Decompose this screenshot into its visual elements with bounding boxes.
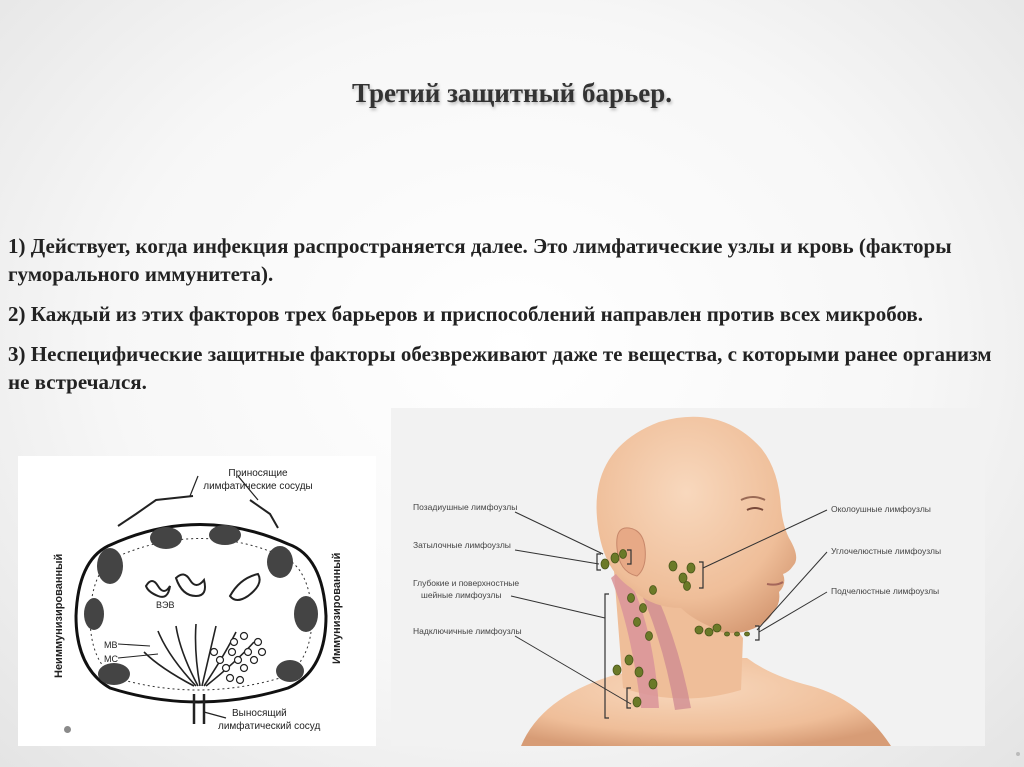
label-ms: МС — [104, 654, 118, 664]
label-submandibular: Подчелюстные лимфоузлы — [831, 586, 940, 596]
label-vev: ВЭВ — [156, 600, 175, 610]
lymph-node-svg — [18, 456, 376, 746]
label-cervical-1: Глубокие и поверхностные — [413, 578, 520, 588]
label-mv: МВ — [104, 640, 118, 650]
label-efferent-1: Выносящий — [232, 708, 287, 719]
label-immunized: Иммунизированный — [331, 552, 343, 664]
label-parotid: Околоушные лимфоузлы — [831, 504, 931, 514]
point-1: 1) Действует, когда инфекция распространяется далее. Это лимфатические узлы и кровь (факторы гуморального иммунитета). — [8, 234, 952, 286]
follicle — [97, 548, 123, 584]
label-efferent-2: лимфатический сосуд — [218, 721, 321, 732]
head-lymph-nodes-illustration — [391, 408, 985, 746]
label-postauricular: Позадиушные лимфоузлы — [413, 502, 518, 512]
follicle — [294, 596, 318, 632]
point-2: 2) Каждый из этих факторов трех барьеров и приспособлений направлен против всех микробов. — [8, 302, 924, 326]
follicle — [276, 660, 304, 682]
label-supraclavicular: Надключичные лимфоузлы — [413, 626, 522, 636]
label-non-immunized: Неиммунизированный — [53, 553, 65, 678]
label-cervical-2: шейные лимфоузлы — [421, 590, 502, 600]
label-afferent-2: лимфатические сосуды — [203, 481, 313, 492]
follicle — [98, 663, 130, 685]
points-list — [8, 232, 1008, 408]
corner-mark — [1016, 752, 1020, 756]
follicle — [209, 525, 241, 545]
point-3: 3) Неспецифические защитные факторы обезвреживают даже те вещества, с которыми ранее организм не встречался. — [8, 342, 992, 394]
head-svg — [391, 408, 985, 746]
follicle — [267, 546, 293, 578]
slide-nav-dot — [64, 726, 71, 733]
slide-title: Третий защитный барьер. — [351, 78, 673, 108]
label-afferent-1: Приносящие — [228, 468, 288, 479]
follicle — [150, 527, 182, 549]
follicle — [84, 598, 104, 630]
label-angular: Углочелюстные лимфоузлы — [831, 546, 942, 556]
lymph-node-diagram — [18, 456, 376, 746]
label-occipital: Затылочные лимфоузлы — [413, 540, 511, 550]
